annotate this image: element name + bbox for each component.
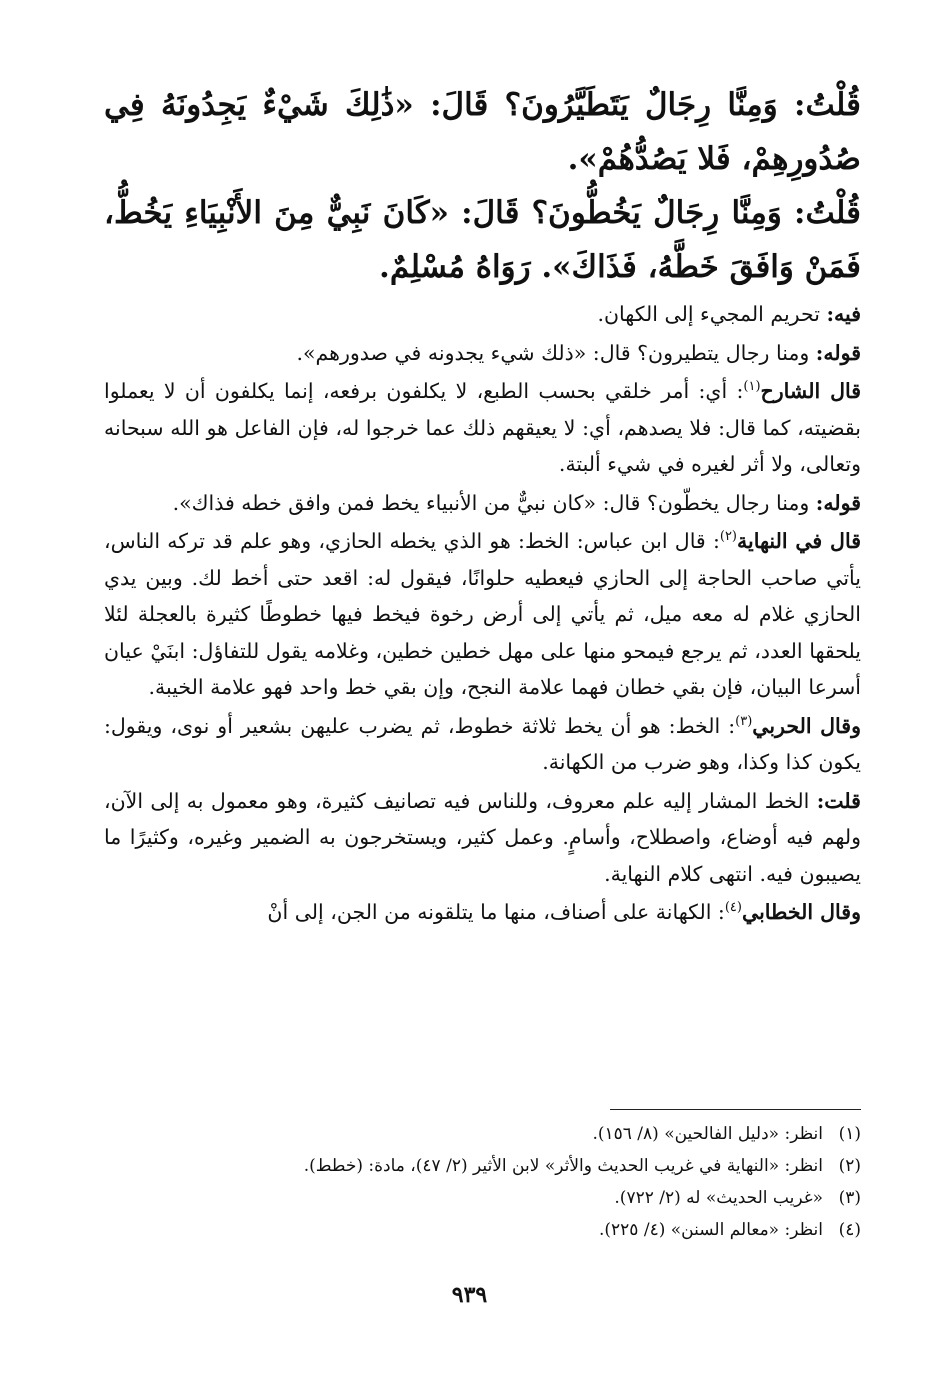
- footnote: [104, 1214, 861, 1246]
- footnote: [104, 1150, 861, 1182]
- paragraph-lead: قال في النهاية: [737, 529, 861, 553]
- paragraph-body: : الكهانة على أصناف، منها ما يتلقونه من الجن، إلى أنْ: [267, 900, 725, 924]
- footnote-text: انظر: «معالم السنن» (٤/ ٢٢٥).: [598, 1220, 823, 1240]
- footnote-ref[interactable]: (١): [743, 379, 761, 395]
- footnote-ref[interactable]: (٣): [735, 713, 753, 729]
- footnote-text: «غريب الحديث» له (٢/ ٧٢٢).: [614, 1188, 823, 1208]
- footnote-number: (٣): [838, 1188, 861, 1208]
- footnote-ref[interactable]: (٤): [724, 900, 742, 916]
- paragraph-body: : أي: أمر خلقي بحسب الطبع، لا يكلفون برفعه، إنما يكلفون أن لا يعملوا بقضيته، كما قال: فلا يصدهم، أي: لا يعيقهم ذلك عما خرجوا له، فإن الفاعل هو الله سبحانه وتعالى، ولا أثر لغيره في شيء ألبتة.: [104, 379, 861, 476]
- footnote-number: (٢): [838, 1156, 861, 1176]
- paragraph-body: : الخط: هو أن يخط ثلاثة خطوط، ثم يضرب عليهن بشعير أو نوى، ويقول: يكون كذا وكذا، وهو ضرب من الكهانة.: [104, 713, 861, 774]
- paragraph-lead: قلت:: [816, 788, 861, 813]
- footnote-number: (٤): [838, 1220, 861, 1240]
- paragraph: [104, 783, 861, 893]
- paragraph-body: ومنا رجال يتطيرون؟ قال: «ذلك شيء يجدونه في صدورهم».: [296, 340, 816, 365]
- paragraph: [104, 485, 861, 522]
- paragraph-lead: قوله:: [815, 490, 861, 515]
- paragraph-lead: وقال الحربي: [752, 713, 861, 738]
- paragraph: [104, 708, 861, 781]
- paragraph: [104, 296, 861, 333]
- paragraph: [104, 894, 861, 931]
- footnote-divider: [610, 1109, 861, 1110]
- footnote-text: انظر: «دليل الفالحين» (٨/ ١٥٦).: [592, 1124, 823, 1144]
- paragraph-lead: فيه:: [826, 302, 861, 326]
- footnote: [104, 1118, 861, 1150]
- paragraph-body: : قال ابن عباس: الخط: هو الذي يخطه الحازي، وهو علم قد تركه الناس، يأتي صاحب الحاجة إلى الحازي فيعطيه حلوانًا، فيقول له: اقعد حتى أخط لك. وبين يدي الحازي غلام له معه ميل، ثم يأتي إلى أرض رخوة فيخط فيها خطوطًا كثيرة بالعجلة لئلا يلحقها العدد، ثم يرجع فيمحو منها على مهل خطين خطين، وغلامه يقول للتفاؤل: ابنَيْ عيان أسرعا البيان، فإن بقي خطان فهما علامة النجح، وإن بقي خط واحد فهو علامة الخيبة.: [104, 529, 861, 699]
- main-text: [104, 78, 861, 931]
- paragraph-lead: وقال الخطابي: [741, 900, 861, 924]
- paragraph: [104, 373, 861, 483]
- paragraph-body: تحريم المجيء إلى الكهان.: [597, 302, 827, 326]
- hadith-text-1: قُلْتُ: وَمِنَّا رِجَالٌ يَتَطَيَّرُونَ؟ قَالَ: «ذَٰلِكَ شَيْءٌ يَجِدُونَهُ فِي صُدُورِهِمْ، فَلا يَصُدُّهُمْ».: [104, 87, 861, 177]
- hadith-text-2: قُلْتُ: وَمِنَّا رِجَالٌ يَخُطُّونَ؟ قَالَ: «كَانَ نَبِيٌّ مِنَ الأَنْبِيَاءِ يَخُطُّ، فَمَنْ وَافَقَ خَطَّهُ، فَذَاكَ». رَوَاهُ مُسْلِمٌ.: [104, 195, 861, 285]
- paragraph-lead: قال الشارح: [760, 379, 862, 403]
- footnote-text: انظر: «النهاية في غريب الحديث والأثر» لابن الأثير (٢/ ٤٧)، مادة: (خطط).: [303, 1156, 823, 1176]
- paragraph: [104, 523, 861, 706]
- paragraph-body: الخط المشار إليه علم معروف، وللناس فيه تصانيف كثيرة، وهو معمول به إلى الآن، ولهم فيه أوضاع، واصطلاح، وأسامٍ. وعمل كثير، ويستخرجون به الضمير وغيره، وكثيرًا ما يصيبون فيه. انتهى كلام النهاية.: [104, 788, 861, 886]
- paragraph: [104, 335, 861, 372]
- footnote-ref[interactable]: (٢): [719, 529, 737, 545]
- footnotes: [104, 1118, 861, 1246]
- footnote-number: (١): [838, 1124, 861, 1144]
- paragraph-lead: قوله:: [815, 340, 861, 365]
- paragraph-body: ومنا رجال يخطّون؟ قال: «كان نبيٌّ من الأنبياء يخط فمن وافق خطه فذاك».: [172, 490, 816, 515]
- page-number: ٩٣٩: [451, 1282, 488, 1308]
- footnote: [104, 1182, 861, 1214]
